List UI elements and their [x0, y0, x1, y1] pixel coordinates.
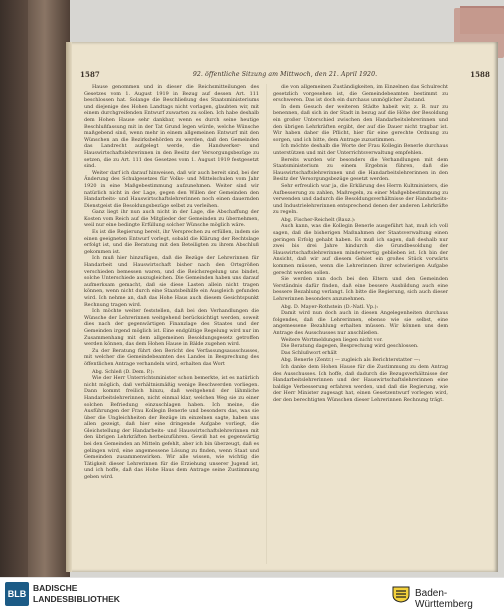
text-column-right — [273, 84, 448, 570]
paragraph: Bereits wurden wir besonders die Verhandlungen mit dem Staatsministerium zu einem Ergebnis führen, daß die Hauswirtschaftslehrerinnen und die Handarbeitslehrerinnen in den Besitz der Versorgungsbezüge gesetzt werden. — [273, 156, 448, 183]
paragraph: Zu der Beratung führt den Bericht des Verfassungsausschusses, mit welcher die Gemeindebeamten des Landes in Besprechung des öffentlichen Antrage verhandeln wird, erhalten das Wort — [84, 347, 259, 367]
paragraph: Weiter darf ich darauf hinweisen, daß wir auch bereit sind, bei der Änderung des Schulgesetzes für Volks- und Mittelschulen vom Jahr 1920 in eine Maßgebestimmung aufzunehmen. Weiter sind wir natürlich nicht in der Lage, gegen den Willen der Gemeinden den Handarbeits- und Hauswirtschaftslehrerinnen noch einen dauernden Dienstgeist die Besoldungsbezüge selbst zu verleihen. — [84, 169, 259, 209]
paragraph: Ich muß hier hinzufügen, daß die Bezüge der Lehrerinnen für Handarbeit und Hauswirtschaft bisher nach den Ortsgrößen verschieden bemessen waren, und die Reichsregelung uns bindet, solche Unterschiede auszugleichen. Die Gemeinden haben uns darauf aufmerksam gemacht, daß sie diese Lasten allein nicht tragen können, wenn nicht durch eine Staatsbeihilfe ein Ausgleich gefunden wird. Ich nehme an, daß das Hohe Haus auch diesem Gesichtspunkt Rechnung tragen wird. — [84, 255, 259, 308]
speaker-line: Abg. Fischer-Reichelt (Bauz.): — [281, 216, 356, 223]
book-cover — [28, 0, 70, 577]
paragraph: Die Beratung dagegen, Besprechung wird geschlossen. — [281, 343, 419, 350]
paragraph: Sehr erfreulich war ja, die Erklärung des Herrn Kultministers, die Aufbesserung zu zahlen, Maßregeln, zu einer Maßgebbestimmung zu verwenden und dadurch die Besoldungsverhältnisse der Handarbeits- und Industrielehrerinnen entsprechend denen der anderen Lehrkräfte zu regeln. — [273, 182, 448, 216]
running-title: 92. öffentliche Sitzung am Mittwoch, den 21. April 1920. — [192, 71, 378, 78]
paragraph: Weitere Wortmeldungen liegen nicht vor. — [281, 336, 383, 343]
page-header — [80, 70, 490, 82]
paragraph: Wie der Herr Unterrichtsminister schon bemerkte, ist es natürlich nicht möglich, daß verhältnismäßig wenige Beschwerden vorliegen. Dann kommt freilich hinzu, daß weitgehend der lähmliche Handarbeitslehrerinnen, nicht einmal klar, welchen Weg sie zu einer solchen Befriedung einzuschlagen haben. Ich meine, die Ausführungen der Frau Kollegin Benerle und besonders das, was sie über die Ungleichheiten der Bezüge im einzelnen sagte, haben uns allen gezeigt, daß hier eine dringende Aufgabe vorliegt, die Gleichstellung der Handarbeits- und Hauswirtschaftslehrerinnen mit den übrigen Lehrkräften herbeizuführen. Gewiß hat es gegenwärtig bei den Gemeinden an Mitteln gefehlt, aber ich bin überzeugt, daß es gelingen wird, eine angemessene Lösung zu finden, wenn Staat und Gemeinden zusammenwirken. Wir alle wissen, wie wichtig die Tätigkeit dieser Lehrerinnen für die Erziehung unserer Jugend ist, und ich hoffe, daß das Hohe Haus dem Antrage seine Zustimmung geben wird. — [84, 375, 259, 481]
speaker-line: Abg. Benerle (Zentr.) — zugleich als Berichterstatter —: — [281, 357, 421, 364]
state-name[interactable]: Baden-Württemberg — [415, 588, 473, 610]
paragraph: Auch kann, was die Kollegin Benerle ausgeführt hat, muß ich voll sagen, daß die bisherigen Maßnahmen der Staatsverwaltung einen geringen Erfolg gehabt haben. Es muß ich sagen, daß deshalb nur zwei bis drei Jahre hindurch die Grundbesoldung der Hauswirtschaftslehrerinnen minderwertig geblieben ist. Ich bin der Ansicht, daß wir auf diesem Gebiet ein großes Stück vorwärts kommen müssen, wenn die Lehrerinnen ihrer schwierigen Aufgabe gerecht werden sollen. — [273, 223, 448, 276]
page-number-right: 1588 — [470, 70, 490, 79]
paragraph: In dem Gesuch der weiteren Städte habeit wir, z. B. nur zu benennen, daß sich in der Stadt in bezug auf die Höhe der Besoldung ein großer Unterschied zwischen den Handarbeitslehrerinnen und den übrigen Lehrkräften ergibt, der auf die Dauer nicht tragbar ist. Wir haben daher die Pflicht, hier für eine gerechte Ordnung zu sorgen, und ich bitte, dem Antrage zuzustimmen. — [273, 103, 448, 143]
bw-coat-of-arms-icon — [391, 585, 411, 603]
paragraph: Ich danke dem Hohen Hause für die Zustimmung zu dem Antrag des Ausschusses. Ich hoffe, daß dadurch die Bezugsverhältnisse der Handarbeitslehrerinnen und der Hauswirtschaftslehrerinnen eine baldige Verbesserung erfahren werden, und daß die Regierung, wie der Herr Minister zugesagt hat, einen Gesetzentwurf vorlegen wird, der den berechtigten Wünschen dieser Lehrerinnen Rechnung trägt. — [273, 363, 448, 403]
library-name[interactable] — [33, 583, 120, 605]
paragraph: Das Schlußwort erhält — [281, 349, 337, 356]
paragraph: die von allgemeinen Zuständigkeiten, im Einzelnen das Schulrecht gesetzlich vorgesehen ist, die Gemeindebeamten bestimmt zu erschweren. Das ist doch ein durchaus unmöglicher Zustand. — [273, 84, 448, 104]
paragraph: Hause genommen und in dieser die Reichsmitteilungen des Gesetzes vom 1. August 1919 in Bezug auf dessen Art. 111 beschlossen hat. Solange die Beschließung des Staatsministeriums und diejenige des Hohen Landtags nicht vorlagen, glaubten wir, mit einem durchgreifenden Entwurf zuwarten zu sollen. Ich habe deshalb dem Hohen Hause sehr dankbar, wenn es durch seine heutige Beschlußfassung mit in der Tat Grund legen würde, welche Wünsche maßgebend sind, wenn mehr in einem allgemeinen Entwurf mit den Wünschen an die Bezirksbehörden zu werden, daß den Gemeinden das Landrecht aufgelegt werde, die Handwerker- und Hauswirtschaftslehrerinnen in den Besitz der Versorgungsbezüge zu setzen, die zu Art. 111 des Gesetzes vom 1. August 1919 festgesetzt sind. — [84, 84, 259, 170]
speaker-line: Abg. D. Mayer-Rothstein (D.-Natl. Vp.): — [281, 303, 379, 310]
library-name-line1: BADISCHE — [33, 583, 78, 593]
paragraph: Sie werden nun doch bei den Eltern und den Gemeinden Verständnis dafür finden, daß eine bessere Ausbildung auch eine bessere Bezahlung verlangt. Ich bitte die Regierung, sich auch dieser Lehrerinnen besonders anzunehmen. — [273, 276, 448, 302]
paragraph: Ich möchte weiter feststellen, daß bei den Verhandlungen die Wünsche der Lehrerinnen weitgehend berücksichtigt werden, soweit dies nach der gegenwärtigen Finanzlage des Staates und der Gemeinden irgend möglich ist. Eine endgültige Regelung wird nur im Zusammenhang mit dem allgemeinen Besoldungsgesetz getroffen werden können, das dem Hohen Hause in Bälde zugehen wird. — [84, 308, 259, 348]
paragraph: Damit wird nun doch auch in diesen Angelegenheiten durchaus folgendes, daß die Lehrerinnen, ebenso wie sie selbst, eine angemessene Bezahlung erhalten müssen. Wir können uns dem Antrage des Ausschusses nur anschließen. — [273, 310, 448, 336]
footer-bar — [0, 577, 504, 612]
paragraph: Es ist die Regierung bereit, ihr Versprechen zu erfüllen, indem sie einen geeigneten Entwurf vorlegt, sobald die Klärung der Rechtslage erfolgt ist, und die Beratung mit den Beteiligten zu ihrem Abschluß gekommen ist. — [84, 229, 259, 255]
blb-logo[interactable]: BLB — [5, 582, 29, 606]
speaker-line: Abg. Schleß (D. Dem. P.): — [92, 368, 155, 375]
column-divider — [266, 84, 267, 564]
library-name-line2: LANDESBIBLIOTHEK — [33, 594, 120, 604]
paragraph: Ganz liegt ihr nun auch nicht in der Lage, die Abschaffung der Kosten vom Reich auf die Mitglieder der Gemeinden zu übernehmen, weil nur eine bedingte Erfüllung solcher Wünsche möglich wäre. — [84, 209, 259, 229]
paragraph: Ich möchte deshalb die Worte der Frau Kollegin Benerle durchaus unterstützen und mit der Unterrichtsverwaltung empfehlen. — [273, 143, 448, 156]
page-edge — [66, 42, 72, 572]
page-number-left: 1587 — [80, 70, 100, 79]
text-column-left — [84, 84, 259, 570]
